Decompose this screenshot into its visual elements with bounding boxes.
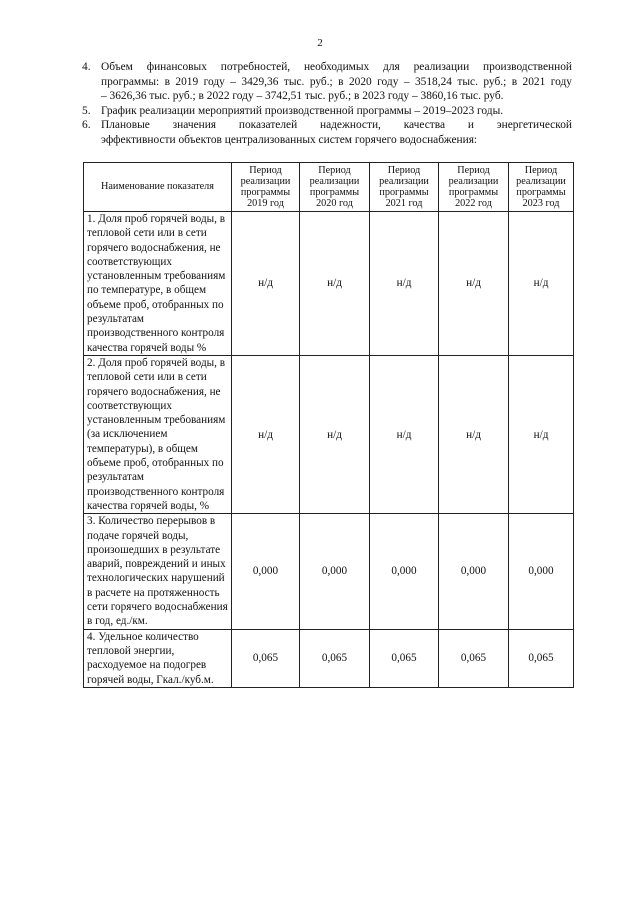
indicator-value-2019: 0,000: [232, 514, 300, 629]
indicators-table: [83, 162, 574, 688]
indicator-value-2021: 0,000: [370, 514, 439, 629]
indicator-value-2023: н/д: [509, 212, 574, 356]
list-item-text: [101, 60, 572, 104]
indicator-value-2022: н/д: [439, 212, 509, 356]
indicator-value-2020: 0,000: [300, 514, 370, 629]
indicator-value-2021: 0,065: [370, 629, 439, 687]
indicator-value-2023: 0,065: [509, 629, 574, 687]
indicator-name: 4. Удельное количество тепловой энергии, расходуемое на подогрев горячей воды, Гкал./куб.м.: [84, 629, 232, 687]
indicator-value-2022: 0,065: [439, 629, 509, 687]
column-header-2023: Период реализации программы 2023 год: [509, 163, 574, 212]
indicator-value-2023: н/д: [509, 355, 574, 513]
indicator-value-2023: 0,000: [509, 514, 574, 629]
column-header-name: Наименование показателя: [84, 163, 232, 212]
text-line: эффективности объектов централизованных систем горячего водоснабжения:: [101, 133, 478, 146]
text-line: График реализации мероприятий производственной программы – 2019–2023 годы.: [101, 104, 504, 117]
numbered-list: [82, 60, 572, 148]
indicator-value-2022: н/д: [439, 355, 509, 513]
indicator-name: 2. Доля проб горячей воды, в тепловой сети или в сети горячего водоснабжения, не соответствующих установленным требованиям (за исключением температуры), в общем объеме проб, отобранных по результатам производственного контроля качества горячей воды, %: [84, 355, 232, 513]
indicator-value-2021: н/д: [370, 355, 439, 513]
text-line: Объем финансовых потребностей, необходимых для реализации производственной: [101, 61, 572, 73]
column-header-2020: Период реализации программы 2020 год: [300, 163, 370, 212]
table-row: [84, 212, 574, 356]
text-line: Плановые значения показателей надежности, качества и энергетической: [101, 119, 572, 132]
list-item-5: [82, 104, 572, 119]
text-line: программы: в 2019 году – 3429,36 тыс. руб.; в 2020 году – 3518,24 тыс. руб.; в 2021 году: [101, 75, 572, 88]
column-header-2019: Период реализации программы 2019 год: [232, 163, 300, 212]
indicator-name: 1. Доля проб горячей воды, в тепловой сети или в сети горячего водоснабжения, не соответствующих установленным требованиям по температуре, в общем объеме проб, отобранных по результатам производственного контроля качества горячей воды %: [84, 212, 232, 356]
indicator-value-2019: 0,065: [232, 629, 300, 687]
indicator-value-2020: 0,065: [300, 629, 370, 687]
table-row: [84, 514, 574, 629]
indicator-value-2022: 0,000: [439, 514, 509, 629]
indicator-value-2021: н/д: [370, 212, 439, 356]
list-item-number: 6.: [82, 119, 91, 132]
list-item-text: [101, 104, 572, 119]
page-number: 2: [317, 37, 323, 49]
list-item-number: 5.: [82, 104, 91, 117]
indicator-value-2020: н/д: [300, 355, 370, 513]
list-item-4: [82, 60, 572, 104]
table-header-row: [84, 163, 574, 212]
column-header-2021: Период реализации программы 2021 год: [370, 163, 439, 212]
indicator-value-2019: н/д: [232, 355, 300, 513]
table-row: [84, 355, 574, 513]
list-item-text: [101, 118, 572, 147]
column-header-2022: Период реализации программы 2022 год: [439, 163, 509, 212]
list-item-number: 4.: [82, 61, 91, 73]
list-item-6: [82, 118, 572, 147]
indicator-value-2020: н/д: [300, 212, 370, 356]
table-row: [84, 629, 574, 687]
indicator-value-2019: н/д: [232, 212, 300, 356]
text-line: – 3626,36 тыс. руб.; в 2022 году – 3742,51 тыс. руб.; в 2023 году – 3860,16 тыс. руб.: [101, 90, 504, 103]
indicator-name: 3. Количество перерывов в подаче горячей воды, произошедших в результате аварий, повреждений и иных технологических нарушений в расчете на протяженность сети горячего водоснабжения в год, ед./км.: [84, 514, 232, 629]
